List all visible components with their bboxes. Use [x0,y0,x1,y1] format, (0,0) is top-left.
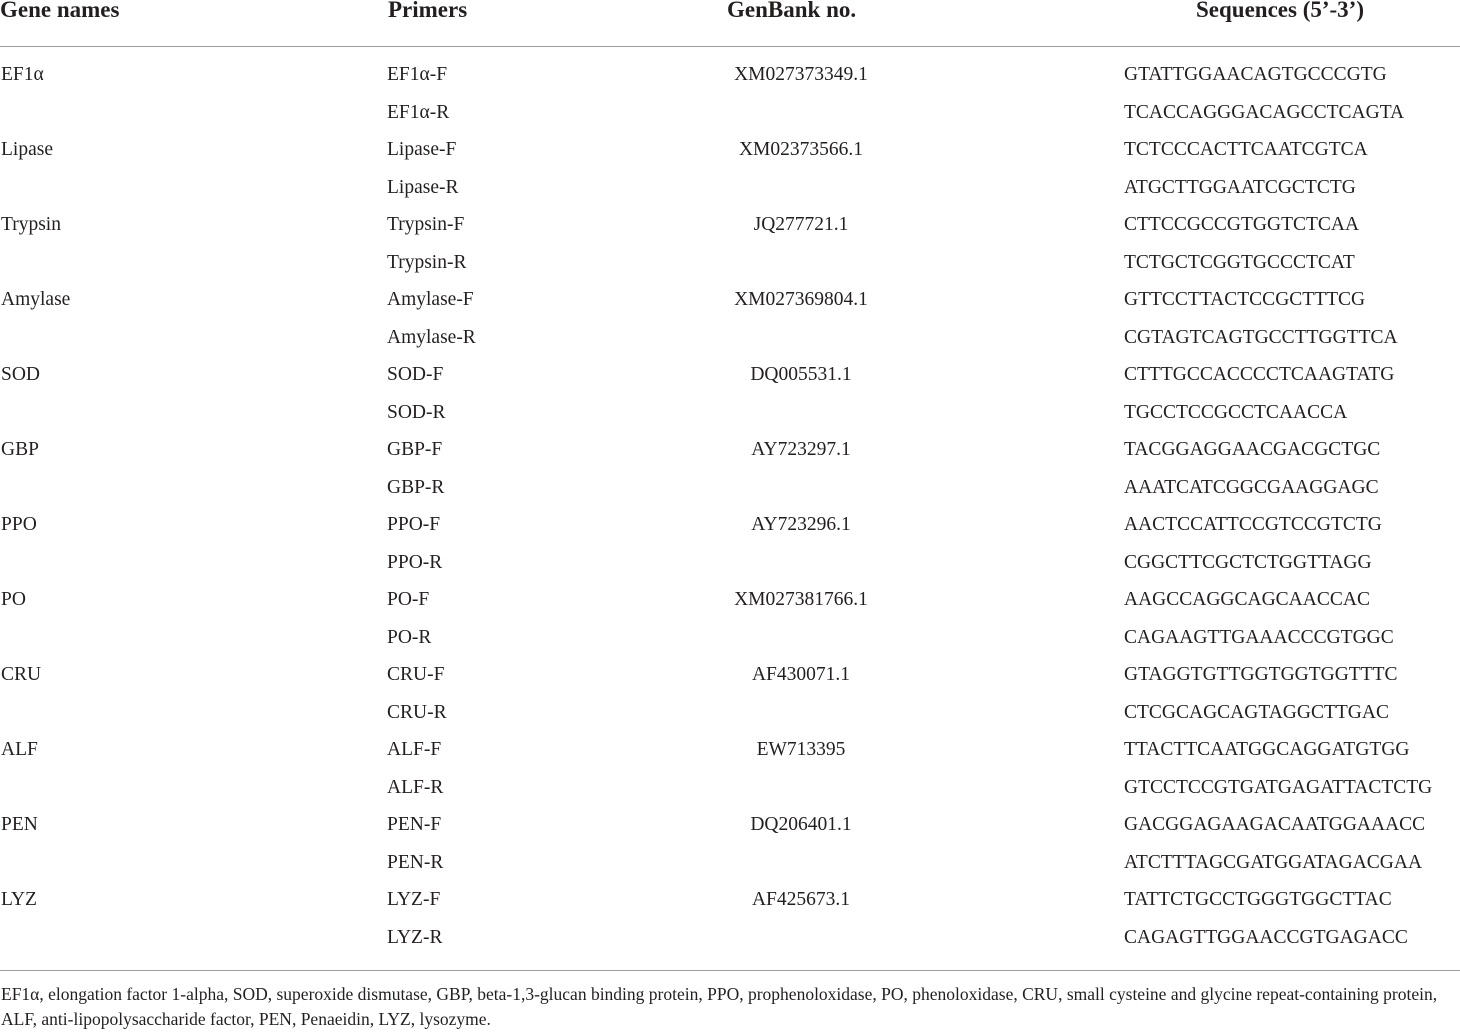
primer-cell: SOD-R [387,401,446,423]
table-row [0,247,1460,285]
primer-cell: GBP-R [387,476,445,498]
table-row [0,509,1460,547]
genbank-cell: AY723297.1 [751,439,851,460]
table-footnote: EF1α, elongation factor 1-alpha, SOD, superoxide dismutase, GBP, beta-1,3-glucan binding protein, PPO, prophenoloxidase, PO, phenoloxidase, CRU, small cysteine and glycine repeat-containing protein, ALF, anti-lipopolysaccharide factor, PEN, Penaeidin, LYZ, lysozyme. [1,984,1438,1029]
sequence-cell: TCACCAGGGACAGCCTCAGTA [1124,101,1405,123]
sequence-cell: CTTTGCCACCCCTCAAGTATG [1124,364,1395,385]
sequence-cell: CAGAAGTTGAAACCCGTGGC [1124,626,1394,648]
genbank-cell: DQ005531.1 [750,364,852,385]
primer-cell: CRU-F [387,664,445,685]
genbank-cell: AF430071.1 [751,664,851,685]
table-row [0,734,1460,772]
primer-cell: CRU-R [387,701,447,723]
table-row [0,284,1460,322]
sequence-cell: CAGAGTTGGAACCGTGAGACC [1124,926,1408,948]
table-row [0,809,1460,847]
primer-cell: Amylase-F [387,289,474,310]
sequence-cell: TATTCTGCCTGGGTGGCTTAC [1124,889,1392,910]
sequence-cell: TCTCCCACTTCAATCGTCA [1124,139,1368,160]
table-row [0,547,1460,585]
genbank-cell: EW713395 [756,739,846,760]
sequence-cell: CTCGCAGCAGTAGGCTTGAC [1124,701,1389,723]
primer-cell: PO-F [387,589,430,610]
sequence-cell: TACGGAGGAACGACGCTGC [1124,439,1381,460]
primer-cell: EF1α-F [387,64,448,85]
sequence-cell: TGCCTCCGCCTCAACCA [1124,401,1348,423]
genbank-cell: XM027369804.1 [734,289,868,310]
header-genbank-no: GenBank no. [727,0,857,22]
primer-cell: Amylase-R [387,326,476,348]
primer-cell: PPO-F [387,514,441,535]
sequence-cell: AACTCCATTCCGTCCGTCTG [1124,514,1382,535]
genbank-cell: XM02373566.1 [738,139,864,160]
primer-cell: SOD-F [387,364,444,385]
sequence-cell: GTTCCTTACTCCGCTTTCG [1124,289,1366,310]
table-row [0,209,1460,247]
table-row [0,584,1460,622]
sequence-cell: ATGCTTGGAATCGCTCTG [1124,176,1356,198]
table-bottom-rule [0,970,1460,971]
table-header-row [0,0,1460,47]
sequence-cell: CGGCTTCGCTCTGGTTAGG [1124,551,1372,573]
table-row [0,322,1460,360]
gene-name-cell: EF1α [1,64,44,85]
table-row [0,884,1460,922]
primer-cell: LYZ-R [387,926,443,948]
gene-name-cell: CRU [1,664,42,685]
primer-cell: Trypsin-F [387,214,465,235]
gene-name-cell: PPO [1,514,37,535]
sequence-cell: GTATTGGAACAGTGCCCGTG [1124,64,1387,85]
table-row [0,697,1460,735]
primer-cell: PO-R [387,626,432,648]
sequence-cell: GTCCTCCGTGATGAGATTACTCTG [1124,776,1433,798]
gene-name-cell: Amylase [1,289,71,310]
header-sequences: Sequences (5’-3’) [1196,0,1364,22]
table-body [0,59,1460,959]
table-row [0,434,1460,472]
gene-name-cell: PEN [1,814,38,835]
primer-cell: ALF-F [387,739,442,760]
primer-cell: Trypsin-R [387,251,467,273]
sequence-cell: CTTCCGCCGTGGTCTCAA [1124,214,1360,235]
table-row [0,97,1460,135]
primer-table [0,0,1460,47]
sequence-cell: GTAGGTGTTGGTGGTGGTTTC [1124,664,1398,685]
primer-cell: PPO-R [387,551,443,573]
primer-cell: PEN-F [387,814,442,835]
genbank-cell: XM027373349.1 [734,64,868,85]
gene-name-cell: PO [1,589,26,610]
table-row [0,847,1460,885]
primer-cell: EF1α-R [387,101,450,123]
sequence-cell: TTACTTCAATGGCAGGATGTGG [1124,739,1410,760]
gene-name-cell: GBP [1,439,39,460]
sequence-cell: ATCTTTAGCGATGGATAGACGAA [1124,851,1423,873]
table-row [0,622,1460,660]
genbank-cell: AY723296.1 [751,514,851,535]
primer-cell: Lipase-F [387,139,457,160]
table-row [0,659,1460,697]
gene-name-cell: LYZ [1,889,37,910]
primer-cell: LYZ-F [387,889,441,910]
table-row [0,359,1460,397]
table-row [0,397,1460,435]
gene-name-cell: Lipase [1,139,53,160]
table-row [0,172,1460,210]
genbank-cell: DQ206401.1 [750,814,852,835]
primer-cell: PEN-R [387,851,444,873]
genbank-cell: XM027381766.1 [734,589,868,610]
primer-cell: ALF-R [387,776,444,798]
sequence-cell: AAATCATCGGCGAAGGAGC [1124,476,1379,498]
genbank-cell: AF425673.1 [751,889,851,910]
sequence-cell: TCTGCTCGGTGCCCTCAT [1124,251,1355,273]
sequence-cell: CGTAGTCAGTGCCTTGGTTCA [1124,326,1398,348]
gene-name-cell: SOD [1,364,41,385]
table-row [0,59,1460,97]
primer-cell: GBP-F [387,439,443,460]
table-row [0,922,1460,960]
table-row [0,472,1460,510]
header-gene-names: Gene names [0,0,120,22]
sequence-cell: GACGGAGAAGACAATGGAAACC [1124,814,1426,835]
primer-cell: Lipase-R [387,176,459,198]
gene-name-cell: ALF [1,739,38,760]
genbank-cell: JQ277721.1 [753,214,849,235]
table-row [0,134,1460,172]
sequence-cell: AAGCCAGGCAGCAACCAC [1124,589,1370,610]
header-primers: Primers [388,0,468,22]
table-row [0,772,1460,810]
gene-name-cell: Trypsin [1,214,61,235]
